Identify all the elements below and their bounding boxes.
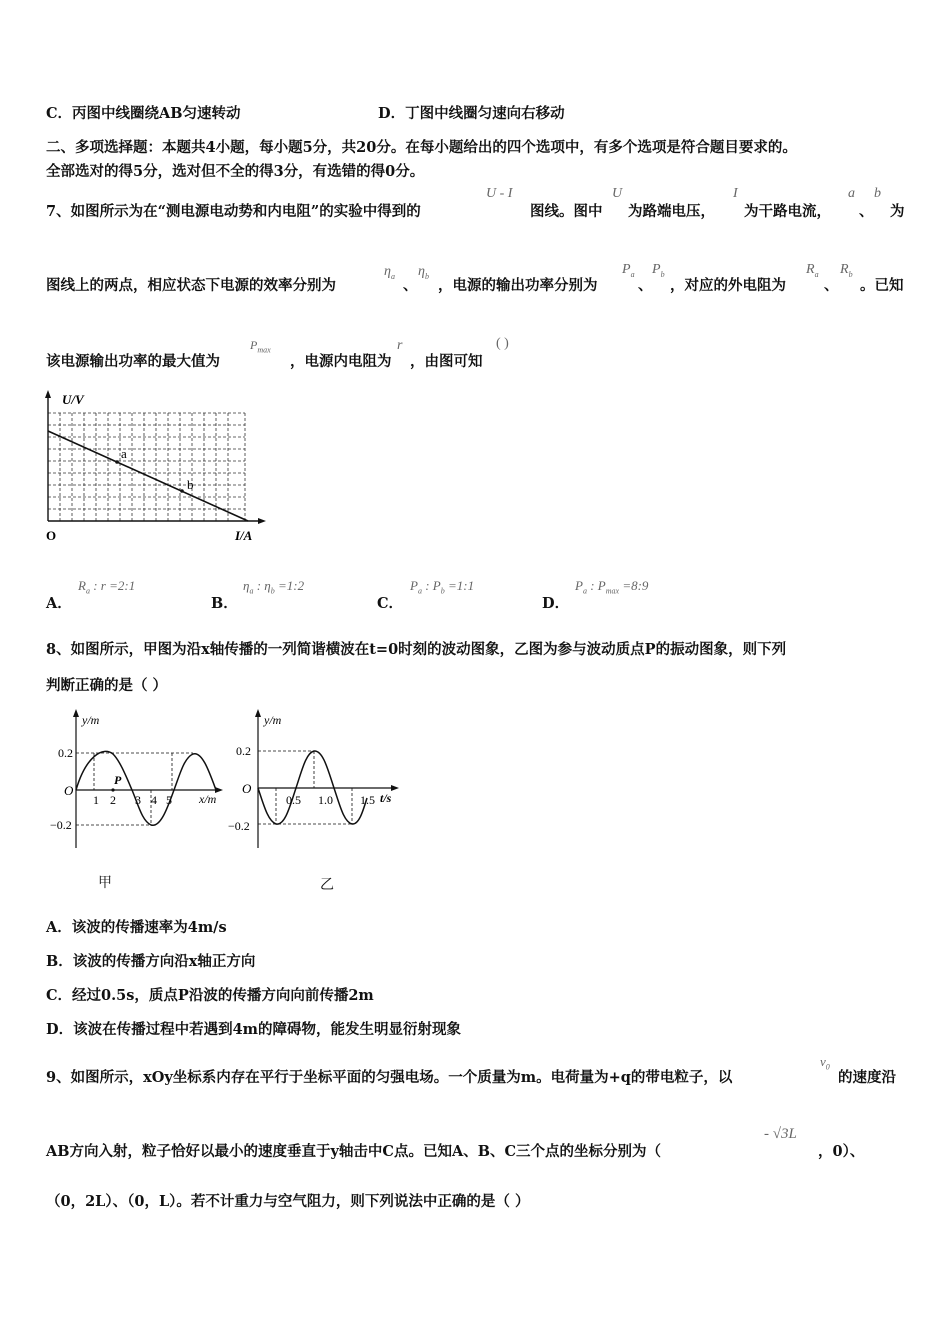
q7-graph-point-b bbox=[180, 489, 184, 493]
q7-rb: $R_b$ bbox=[840, 262, 853, 279]
q7-graph-x-arrow bbox=[258, 518, 266, 524]
q7-graph-label-a: a bbox=[121, 446, 127, 461]
section-2-line-1: 二、多项选择题：本题共4小题，每小题5分，共20分。在每小题给出的四个选项中，有多个选项是符合题目要求的。 bbox=[46, 139, 797, 156]
q7-line-2-part-1: 图线上的两点，相应状态下电源的效率分别为 bbox=[46, 277, 336, 294]
q9-coordinate-a: - √3L bbox=[764, 1126, 797, 1142]
q7-line-2-part-3: ，对应的外电阻为 bbox=[670, 277, 786, 294]
q7-pa: $P_a$ bbox=[622, 262, 635, 279]
q7-ra: $R_a$ bbox=[806, 262, 819, 279]
q7-sep-4: 、 bbox=[824, 277, 839, 294]
q8-wave-tick-3: 3 bbox=[135, 793, 141, 807]
q7-graph-x-label: I/A bbox=[235, 528, 253, 543]
q8-line-1: 8、如图所示，甲图为沿x轴传播的一列简谐横波在t=0时刻的波动图象，乙图为参与波动质点P的振动图象，则下列 bbox=[46, 641, 787, 658]
q8-option-d[interactable]: D．该波在传播过程中若遇到4m的障碍物，能发生明显衍射现象 bbox=[46, 1021, 462, 1038]
q7-eta-a: $\eta_a$ bbox=[384, 264, 395, 281]
q9-line-2-part-1: AB方向入射，粒子恰好以最小的速度垂直于y轴击中C点。已知A、B、C三个点的坐标分别为（ bbox=[46, 1143, 662, 1160]
q7-option-b-expr: $\eta_a$ : $\eta_b$ =1:2 bbox=[243, 578, 305, 596]
q8-vib-origin: O bbox=[242, 781, 252, 796]
q9-line-1-part-2: 的速度沿 bbox=[838, 1069, 896, 1086]
q7-b-symbol: b bbox=[874, 186, 881, 201]
q7-ui-graph bbox=[40, 388, 270, 548]
q8-vib-tick-2: 1.0 bbox=[318, 793, 333, 807]
q9-v0: $v_0$ bbox=[820, 1054, 830, 1072]
q7-line-3-part-2: ，电源内电阻为 bbox=[290, 353, 392, 370]
q8-vib-tick-1: 0.5 bbox=[286, 793, 301, 807]
q9-line-3: （0，2L）、（0，L）。若不计重力与空气阻力，则下列说法中正确的是（ ） bbox=[46, 1193, 530, 1210]
q7-answer-paren: ( ) bbox=[496, 336, 509, 351]
q7-graph-y-label: U/V bbox=[62, 392, 84, 407]
q8-caption-jia: 甲 bbox=[98, 875, 112, 891]
q7-graph-point-a bbox=[115, 460, 119, 464]
q7-graph-grid bbox=[48, 413, 245, 521]
q8-vib-y-pos: 0.2 bbox=[236, 744, 251, 758]
q7-graph-label-b: b bbox=[187, 477, 194, 492]
q7-ui-symbol: U - I bbox=[486, 186, 513, 201]
q7-graph-origin: O bbox=[46, 528, 57, 543]
q7-a-symbol: a bbox=[848, 186, 855, 201]
q8-vibration-graph bbox=[228, 706, 408, 856]
q7-option-b-label[interactable]: B． bbox=[211, 595, 238, 612]
q7-line-3-part-3: ，由图可知 bbox=[410, 353, 483, 370]
q8-wave-curve bbox=[76, 751, 216, 825]
q7-line-2-part-4: 。已知 bbox=[860, 277, 904, 294]
q7-pb: $P_b$ bbox=[652, 262, 665, 279]
q9-line-1-part-1: 9、如图所示，xOy坐标系内存在平行于坐标平面的匀强电场。一个质量为m。电荷量为+q的带电粒子，以 bbox=[46, 1069, 733, 1086]
q7-line-1: 7、如图所示为在“测电源电动势和内电阻”的实验中得到的 bbox=[46, 203, 421, 220]
q6-option-d: D．丁图中线圈匀速向右移动 bbox=[378, 105, 565, 122]
q8-wave-y-label: y/m bbox=[82, 713, 100, 727]
q7-sep-3: 、 bbox=[638, 277, 653, 294]
q8-wave-tick-2: 2 bbox=[110, 793, 116, 807]
q7-sep-1: 、 bbox=[859, 203, 874, 220]
q7-text-voltage: 为路端电压， bbox=[628, 203, 715, 220]
q7-sep-2: 、 bbox=[403, 277, 418, 294]
q8-vib-y-label: y/m bbox=[264, 713, 282, 727]
q7-eta-b: $\eta_b$ bbox=[418, 264, 429, 281]
q8-wave-origin: O bbox=[64, 783, 74, 798]
q7-option-a-label[interactable]: A． bbox=[46, 595, 72, 612]
q7-graph-y-arrow bbox=[45, 390, 51, 398]
q7-r-symbol: r bbox=[397, 338, 403, 353]
section-2-line-2: 全部选对的得5分，选对但不全的得3分，有选错的得0分。 bbox=[46, 163, 425, 180]
q8-wave-p-label: P bbox=[114, 773, 122, 787]
q7-u-symbol: U bbox=[612, 186, 623, 201]
q7-text-current: 为干路电流， bbox=[744, 203, 831, 220]
q8-wave-point-p bbox=[111, 788, 114, 791]
q8-vib-tick-3: 1.5 bbox=[360, 793, 375, 807]
q8-option-b[interactable]: B．该波的传播方向沿x轴正方向 bbox=[46, 953, 256, 970]
q8-wave-y-neg: −0.2 bbox=[50, 818, 72, 832]
q8-option-c[interactable]: C．经过0.5s，质点P沿波的传播方向向前传播2m bbox=[46, 987, 374, 1004]
q8-caption-yi: 乙 bbox=[320, 877, 334, 893]
q7-option-d-label[interactable]: D． bbox=[542, 595, 570, 612]
q9-line-2-part-2: ，0）、 bbox=[818, 1143, 865, 1160]
q7-option-a-expr: $R_a$ : r =2:1 bbox=[78, 578, 136, 596]
q8-option-a[interactable]: A．该波的传播速率为4m/s bbox=[46, 919, 227, 936]
q7-line-3-part-1: 该电源输出功率的最大值为 bbox=[46, 353, 220, 370]
q7-option-d-expr: $P_a$ : $P_{max}$ =8:9 bbox=[575, 578, 649, 596]
q8-wave-tick-1: 1 bbox=[93, 793, 99, 807]
q7-text-for: 为 bbox=[890, 203, 905, 220]
q7-line-2-part-2: ，电源的输出功率分别为 bbox=[438, 277, 598, 294]
q7-option-c-label[interactable]: C． bbox=[377, 595, 404, 612]
q7-graph-line bbox=[48, 431, 248, 521]
q8-wave-x-label: x/m bbox=[199, 792, 217, 806]
q8-wave-y-pos: 0.2 bbox=[58, 746, 73, 760]
q8-wave-tick-5: 5 bbox=[166, 793, 172, 807]
q8-vib-y-neg: −0.2 bbox=[228, 819, 250, 833]
q8-wave-graph bbox=[46, 706, 226, 856]
q8-vib-x-label: t/s bbox=[380, 791, 392, 805]
q6-option-c: C．丙图中线圈绕AB匀速转动 bbox=[46, 105, 241, 122]
q7-i-symbol: I bbox=[733, 186, 738, 201]
q8-line-2: 判断正确的是（ ） bbox=[46, 677, 168, 694]
q7-text-graph: 图线。图中 bbox=[530, 203, 603, 220]
q7-pmax: $P_{max}$ bbox=[250, 338, 271, 355]
q8-wave-tick-4: 4 bbox=[151, 793, 157, 807]
q7-option-c-expr: $P_a$ : $P_b$ =1:1 bbox=[410, 578, 475, 596]
